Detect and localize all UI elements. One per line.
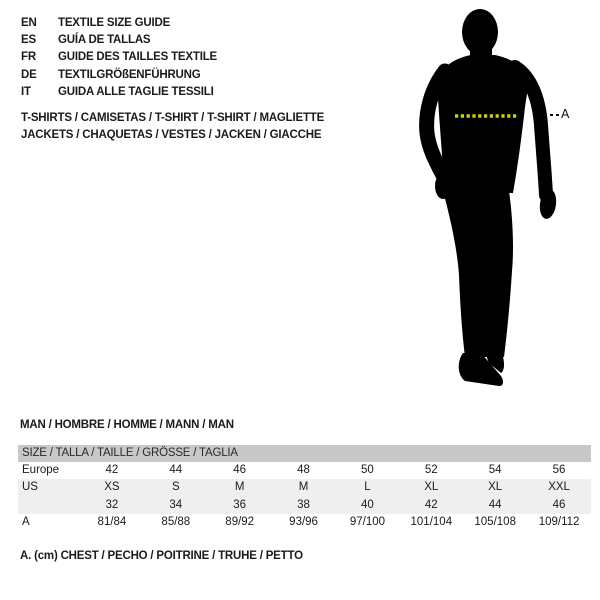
size-table-header: SIZE / TALLA / TAILLE / GRÖSSE / TAGLIA	[18, 445, 591, 462]
row-label: A	[22, 515, 30, 528]
table-cell: 97/100	[349, 515, 386, 528]
row-label: US	[22, 481, 38, 494]
table-cell: 46	[233, 464, 247, 476]
table-cell: XS	[104, 481, 120, 494]
table-cell: 34	[169, 498, 183, 511]
table-row-numeric	[18, 497, 591, 514]
table-cell: 44	[169, 464, 183, 476]
category-line-tshirts: T-SHIRTS / CAMISETAS / T-SHIRT / T-SHIRT / MAGLIETTE	[21, 112, 325, 124]
table-cell: 109/112	[538, 515, 580, 528]
language-row	[21, 84, 217, 101]
language-label: GUIDE DES TAILLES TEXTILE	[58, 51, 217, 64]
table-cell: M	[298, 481, 309, 494]
table-cell: XL	[424, 481, 439, 494]
size-table	[18, 445, 591, 531]
language-label: TEXTILE SIZE GUIDE	[58, 17, 171, 29]
table-cell: 46	[552, 498, 566, 511]
table-row-europe	[18, 462, 591, 479]
language-label: GUIDA ALLE TAGLIE TESSILI	[58, 85, 214, 98]
table-cell: XXL	[548, 481, 570, 494]
table-cell: 40	[361, 498, 374, 511]
language-row	[21, 49, 217, 66]
table-cell: 52	[424, 464, 438, 476]
section-title-man: MAN / HOMBRE / HOMME / MANN / MAN	[20, 419, 234, 431]
table-cell: S	[171, 481, 180, 494]
table-cell: 81/84	[97, 515, 127, 528]
table-cell: 42	[105, 464, 119, 476]
category-lines	[21, 110, 324, 143]
table-cell: 42	[424, 498, 438, 511]
language-row	[21, 67, 217, 84]
table-cell: XL	[488, 481, 503, 494]
language-code: IT	[21, 85, 31, 98]
measurement-footnote: A. (cm) CHEST / PECHO / POITRINE / TRUHE / PETTO	[20, 550, 303, 562]
language-label: TEXTILGRÖßENFÜHRUNG	[58, 68, 201, 81]
table-cell: 54	[488, 464, 502, 476]
language-row	[21, 15, 217, 32]
row-label: Europe	[22, 464, 60, 476]
table-cell: M	[234, 481, 245, 494]
table-cell: 50	[361, 464, 374, 476]
table-cell: 56	[552, 464, 566, 476]
table-cell: 89/92	[225, 515, 255, 528]
measurement-label-a: A	[561, 107, 570, 121]
table-cell: L	[364, 481, 371, 494]
table-row-us	[18, 479, 591, 496]
table-row-chest	[18, 514, 591, 531]
language-code: DE	[21, 68, 37, 81]
table-cell: 44	[488, 498, 502, 511]
language-list	[21, 15, 217, 101]
legs-shape	[443, 191, 513, 357]
language-label: GUÍA DE TALLAS	[58, 34, 151, 47]
language-code: FR	[21, 51, 36, 64]
language-code: ES	[21, 34, 36, 47]
table-cell: 105/108	[474, 515, 516, 528]
man-silhouette-figure	[415, 5, 565, 395]
table-cell: 93/96	[289, 515, 318, 528]
table-cell: 32	[105, 498, 119, 511]
table-cell: 85/88	[161, 515, 191, 528]
table-cell: 38	[297, 498, 310, 511]
table-cell: 48	[297, 464, 310, 476]
category-line-jackets: JACKETS / CHAQUETAS / VESTES / JACKEN / GIACCHE	[21, 128, 322, 141]
language-code: EN	[21, 17, 37, 29]
table-cell: 36	[233, 498, 247, 511]
row-label	[18, 497, 80, 514]
table-cell: 101/104	[410, 515, 453, 528]
man-silhouette	[415, 5, 565, 395]
language-row	[21, 32, 217, 49]
